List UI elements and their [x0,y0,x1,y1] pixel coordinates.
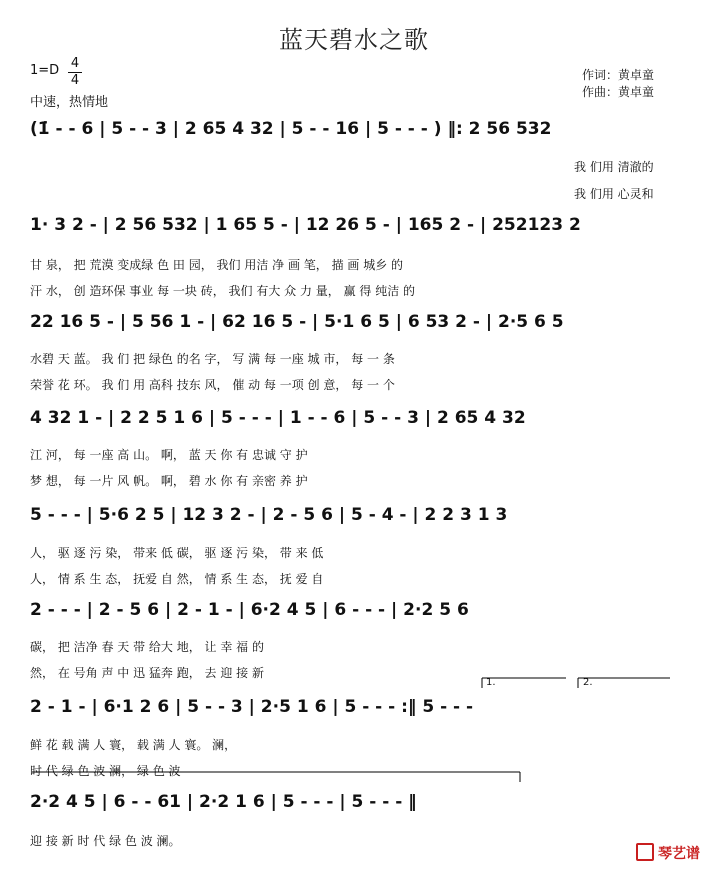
time-signature-bottom: 4 [70,73,80,88]
lyrics-row-4-verse-1: 江 河， 每 一座 高 山。 啊， 蓝 天 你 有 忠诚 守 护 [30,448,308,462]
notation-row-6: 2 - - - | 2 - 5 6 | 2 - 1 - | 6·2 4 5 | 6 - - - | 2·2 5 6 [30,600,469,620]
row-8-bracket [30,770,530,784]
key-signature: 1=D [30,63,60,78]
time-signature-top: 4 [70,56,80,71]
second-ending-label: 2. [583,677,593,688]
notation-row-2: 1· 3 2 - | 2 56 532 | 1 65 5 - | 12 26 5 - | 165 2 - | 252123 2 [30,215,581,235]
watermark-logo [636,843,700,863]
lyrics-row-6-verse-1: 碳， 把 洁净 春 天 带 给大 地， 让 幸 福 的 [30,640,264,654]
lyrics-row-4-verse-2: 梦 想， 每 一片 风 帆。 啊， 碧 水 你 有 亲密 养 护 [30,474,308,488]
notation-row-5: 5 - - - | 5·6 2 5 | 12 3 2 - | 2 - 5 6 | 5 - 4 - | 2 2 3 1 3 [30,505,508,525]
lyrics-row-2-verse-2: 汗 水， 创 造环保 事业 每 一块 砖， 我们 有大 众 力 量， 赢 得 纯洁 的 [30,284,416,298]
lyrics-row-6-verse-2: 然， 在 号角 声 中 迅 猛奔 跑， 去 迎 接 新 [30,666,264,680]
lyricist-credit: 作词：黄卓童 [582,68,655,82]
lyrics-row-3-verse-1: 水碧 天 蓝。 我 们 把 绿色 的名 字， 写 满 每 一座 城 市， 每 一 条 [30,352,395,366]
lyrics-row-7-verse-2: 时 代 绿 色 波 澜， 绿 色 波 [30,764,181,778]
lyrics-row-5-verse-2: 人， 情 系 生 态， 抚爱 自 然， 情 系 生 态， 抚 爱 自 [30,572,324,586]
watermark-text: 琴艺谱 [658,846,700,862]
notation-row-3: 22 16 5 - | 5 56 1 - | 62 16 5 - | 5·1 6 5 | 6 53 2 - | 2·5 6 5 [30,312,564,332]
notation-row-1: (1̇ - - 6 | 5 - - 3 | 2 65 4 32 | 5 - - 16 | 5 - - - ) ‖: 2 56 532 [30,119,552,139]
notation-row-8: 2·2 4 5 | 6 - - 61 | 2·2 1 6 | 5 - - - | 5 - - - ‖ [30,792,417,812]
page-title: 蓝天碧水之歌 [279,26,429,54]
lyrics-row-1-verse-2: 我 们用 心灵和 [574,187,654,201]
composer-credit: 作曲：黄卓童 [582,85,655,99]
music-note-icon [636,843,654,861]
notation-row-7: 2 - 1 - | 6·1 2 6 | 5 - - 3 | 2·5 1 6 | 5 - - - :‖ 5 - - - [30,697,474,717]
lyrics-row-5-verse-1: 人， 驱 逐 污 染， 带来 低 碳， 驱 逐 污 染， 带 来 低 [30,546,324,560]
tempo-marking: 中速，热情地 [30,95,109,110]
notation-row-4: 4 32 1 - | 2 2 5 1 6 | 5 - - - | 1 - - 6 | 5 - - 3 | 2 65 4 32 [30,408,526,428]
volta-brackets [480,676,680,690]
lyrics-row-2-verse-1: 甘 泉， 把 荒漠 变成绿 色 田 园， 我们 用洁 净 画 笔， 描 画 城乡 的 [30,258,404,272]
first-ending-label: 1. [486,677,496,688]
lyrics-row-3-verse-2: 荣誉 花 环。 我 们 用 高科 技东 风， 催 动 每 一项 创 意， 每 一 个 [30,378,395,392]
lyrics-row-8-verse-1: 迎 接 新 时 代 绿 色 波 澜。 [30,834,181,848]
lyrics-row-7-verse-1: 鲜 花 载 满 人 寰， 载 满 人 寰。 澜， [30,738,237,752]
lyrics-row-1-verse-1: 我 们用 清澈的 [574,160,654,174]
